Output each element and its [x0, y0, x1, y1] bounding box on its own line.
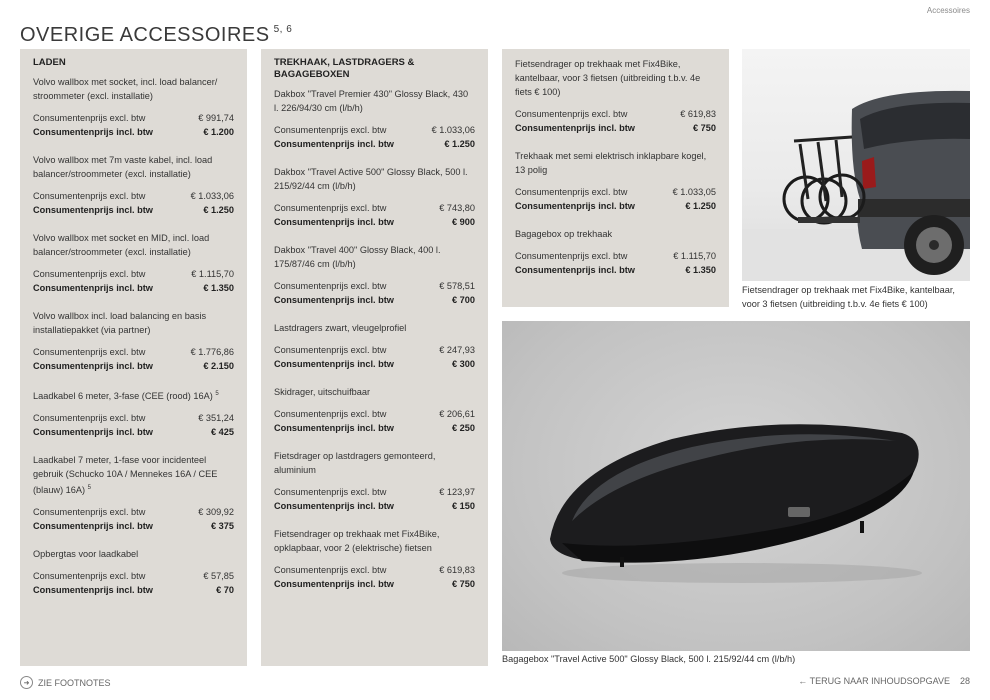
bike-carrier-caption: Fietsendrager op trekhaak met Fix4Bike, kantelbaar, voor 3 fietsen (uitbreiding t.b.v. 4e fiets € 100)	[742, 285, 955, 309]
price-label: Consumentenprijs incl. btw	[33, 585, 153, 596]
price-value: € 57,85	[203, 571, 234, 582]
price-label: Consumentenprijs excl. btw	[274, 565, 387, 575]
price-item	[274, 165, 475, 229]
price-excl-vat-row	[274, 563, 475, 577]
price-excl-vat-row	[515, 249, 716, 263]
price-value: € 1.033,05	[672, 187, 716, 197]
price-item	[515, 227, 716, 277]
price-value: € 619,83	[439, 565, 475, 575]
price-value: € 1.115,70	[673, 251, 716, 261]
price-incl-vat-row	[274, 137, 475, 151]
price-incl-vat-row	[515, 263, 716, 277]
price-item	[515, 57, 716, 135]
price-value: € 150	[452, 501, 475, 511]
price-incl-vat-row	[274, 293, 475, 307]
price-label: Consumentenprijs incl. btw	[274, 501, 394, 511]
price-incl-vat-row	[33, 519, 234, 533]
price-label: Consumentenprijs incl. btw	[515, 201, 635, 211]
price-value: € 1.200	[203, 127, 234, 137]
price-value: € 309,92	[198, 507, 234, 518]
price-item	[274, 527, 475, 591]
price-label: Consumentenprijs excl. btw	[33, 269, 146, 279]
item-description: Lastdragers zwart, vleugelprofiel	[274, 323, 407, 333]
item-description: Dakbox "Travel Active 500" Glossy Black, 500 l. 215/92/44 cm (l/b/h)	[274, 167, 468, 191]
price-value: € 375	[211, 521, 234, 532]
price-item	[274, 321, 475, 371]
price-excl-vat-row	[515, 185, 716, 199]
price-label: Consumentenprijs excl. btw	[33, 191, 146, 201]
price-value: € 1.115,70	[191, 269, 234, 279]
towbar-carriers-column	[261, 49, 488, 666]
price-incl-vat-row	[33, 425, 234, 439]
item-description: Opbergtas voor laadkabel	[33, 549, 139, 560]
item-description: Volvo wallbox met 7m vaste kabel, incl. load balancer/stroommeter (excl. installatie)	[33, 155, 213, 179]
price-value: € 750	[452, 579, 475, 589]
price-label: Consumentenprijs incl. btw	[274, 359, 394, 369]
item-description: Laadkabel 6 meter, 3-fase (CEE (rood) 16A) $^5$	[33, 391, 219, 402]
section-label: Accessoires	[926, 6, 970, 15]
price-label: Consumentenprijs excl. btw	[33, 347, 146, 357]
back-to-contents-link[interactable]: ← TERUG NAAR INHOUDSOPGAVE	[798, 676, 950, 686]
item-description: Dakbox "Travel 400" Glossy Black, 400 l. 175/87/46 cm (l/b/h)	[274, 245, 441, 269]
price-label: Consumentenprijs excl. btw	[515, 251, 628, 261]
price-incl-vat-row	[274, 421, 475, 435]
item-description: Fietsendrager op trekhaak met Fix4Bike, opklapbaar, voor 2 (elektrische) fietsen	[274, 529, 440, 553]
price-item	[33, 75, 234, 139]
price-value: € 1.033,06	[190, 191, 234, 201]
price-value: € 1.350	[685, 265, 716, 275]
item-description: Fietsendrager op trekhaak met Fix4Bike, kantelbaar, voor 3 fietsen (uitbreiding t.b.v. 4e fiets € 100)	[515, 59, 701, 97]
item-description: Dakbox "Travel Premier 430" Glossy Black, 430 l. 226/94/30 cm (l/b/h)	[274, 89, 469, 113]
price-label: Consumentenprijs incl. btw	[33, 205, 153, 215]
page-title: OVERIGE ACCESSOIRES $^{5, 6}$	[20, 24, 293, 46]
price-item	[274, 385, 475, 435]
price-label: Consumentenprijs incl. btw	[33, 283, 153, 293]
price-item	[274, 243, 475, 307]
price-incl-vat-row	[274, 215, 475, 229]
footnote-ref: 5	[215, 391, 219, 397]
price-value: € 250	[452, 423, 475, 433]
price-label: Consumentenprijs incl. btw	[33, 361, 153, 371]
price-incl-vat-row	[515, 199, 716, 213]
price-value: € 700	[452, 295, 475, 305]
price-label: Consumentenprijs incl. btw	[33, 521, 153, 532]
roof-box-photo	[502, 321, 970, 651]
price-value: € 1.250	[444, 139, 475, 149]
price-value: € 1.250	[203, 205, 234, 215]
price-label: Consumentenprijs incl. btw	[274, 423, 394, 433]
column-heading: LADEN	[33, 57, 66, 68]
page-number: 28	[959, 676, 970, 686]
price-label: Consumentenprijs excl. btw	[274, 203, 387, 213]
price-excl-vat-row	[33, 111, 234, 125]
price-excl-vat-row	[33, 569, 234, 583]
price-label: Consumentenprijs excl. btw	[33, 571, 146, 582]
price-item	[515, 149, 716, 213]
price-value: € 2.150	[203, 361, 234, 371]
price-value: € 425	[211, 427, 234, 438]
price-label: Consumentenprijs incl. btw	[33, 127, 153, 137]
price-value: € 70	[216, 585, 234, 596]
price-excl-vat-row	[33, 345, 234, 359]
price-value: € 900	[452, 217, 475, 227]
price-value: € 991,74	[198, 113, 234, 123]
price-item	[33, 547, 234, 597]
price-label: Consumentenprijs excl. btw	[274, 487, 387, 497]
price-label: Consumentenprijs incl. btw	[274, 579, 394, 589]
price-excl-vat-row	[33, 189, 234, 203]
price-value: € 300	[452, 359, 475, 369]
footnotes-link[interactable]: ➜ ZIE FOOTNOTES	[20, 676, 111, 689]
bike-towbar-column	[502, 49, 729, 307]
bike-carrier-photo	[742, 49, 970, 281]
column-heading: TREKHAAK, LASTDRAGERS & BAGAGEBOXEN	[274, 57, 415, 80]
price-excl-vat-row	[274, 201, 475, 215]
footnote-ref: 5	[87, 485, 91, 492]
price-label: Consumentenprijs excl. btw	[515, 187, 628, 197]
item-description: Bagagebox op trekhaak	[515, 229, 613, 239]
item-description: Skidrager, uitschuifbaar	[274, 387, 371, 397]
price-item	[33, 387, 234, 439]
price-value: € 351,24	[198, 413, 234, 424]
price-value: € 743,80	[439, 203, 475, 213]
page-footer-nav	[798, 676, 970, 686]
price-value: € 247,93	[439, 345, 475, 355]
price-label: Consumentenprijs incl. btw	[274, 139, 394, 149]
price-label: Consumentenprijs excl. btw	[274, 125, 387, 135]
item-description: Trekhaak met semi elektrisch inklapbare kogel, 13 polig	[515, 151, 707, 175]
title-footnote-refs: 5, 6	[273, 24, 293, 35]
price-excl-vat-row	[515, 107, 716, 121]
price-label: Consumentenprijs incl. btw	[274, 217, 394, 227]
price-item	[33, 153, 234, 217]
charging-column	[20, 49, 247, 666]
price-item	[274, 87, 475, 151]
price-excl-vat-row	[274, 485, 475, 499]
item-description: Fietsdrager op lastdragers gemonteerd, aluminium	[274, 451, 436, 475]
price-incl-vat-row	[33, 203, 234, 217]
price-incl-vat-row	[274, 577, 475, 591]
price-label: Consumentenprijs excl. btw	[33, 413, 146, 424]
price-incl-vat-row	[274, 499, 475, 513]
price-value: € 619,83	[680, 109, 716, 119]
price-incl-vat-row	[274, 357, 475, 371]
price-excl-vat-row	[274, 407, 475, 421]
price-excl-vat-row	[274, 279, 475, 293]
price-value: € 206,61	[439, 409, 475, 419]
price-item	[33, 309, 234, 373]
price-value: € 1.350	[203, 283, 234, 293]
roof-box-caption: Bagagebox "Travel Active 500" Glossy Black, 500 l. 215/92/44 cm (l/b/h)	[502, 654, 796, 664]
price-value: € 1.776,86	[190, 347, 234, 357]
price-excl-vat-row	[33, 505, 234, 519]
price-label: Consumentenprijs incl. btw	[33, 427, 153, 438]
item-description: Volvo wallbox incl. load balancing en basis installatiepakket (via partner)	[33, 311, 207, 335]
price-incl-vat-row	[33, 125, 234, 139]
price-item	[274, 449, 475, 513]
price-label: Consumentenprijs excl. btw	[33, 113, 146, 123]
price-label: Consumentenprijs incl. btw	[274, 295, 394, 305]
price-label: Consumentenprijs excl. btw	[274, 409, 387, 419]
item-description: Laadkabel 7 meter, 1-fase voor incidenteel gebruik (Schucko 10A / Mennekes 16A / CEE (blauw) 16A) $^5$	[33, 455, 218, 496]
price-incl-vat-row	[515, 121, 716, 135]
price-value: € 123,97	[439, 487, 475, 497]
price-incl-vat-row	[33, 583, 234, 597]
price-label: Consumentenprijs excl. btw	[33, 507, 146, 518]
arrow-right-circle-icon: ➜	[20, 676, 33, 689]
price-incl-vat-row	[33, 281, 234, 295]
price-label: Consumentenprijs incl. btw	[515, 265, 635, 275]
price-label: Consumentenprijs excl. btw	[274, 345, 387, 355]
price-value: € 750	[693, 123, 716, 133]
item-description: Volvo wallbox met socket, incl. load balancer/ stroommeter (excl. installatie)	[33, 77, 218, 101]
price-item	[33, 453, 234, 533]
price-value: € 578,51	[439, 281, 475, 291]
price-incl-vat-row	[33, 359, 234, 373]
price-label: Consumentenprijs excl. btw	[274, 281, 387, 291]
price-label: Consumentenprijs incl. btw	[515, 123, 635, 133]
price-value: € 1.250	[685, 201, 716, 211]
price-item	[33, 231, 234, 295]
price-excl-vat-row	[274, 343, 475, 357]
price-excl-vat-row	[33, 267, 234, 281]
price-excl-vat-row	[33, 411, 234, 425]
price-label: Consumentenprijs excl. btw	[515, 109, 628, 119]
price-value: € 1.033,06	[431, 125, 475, 135]
item-description: Volvo wallbox met socket en MID, incl. load balancer/stroommeter (excl. installatie)	[33, 233, 210, 257]
price-excl-vat-row	[274, 123, 475, 137]
